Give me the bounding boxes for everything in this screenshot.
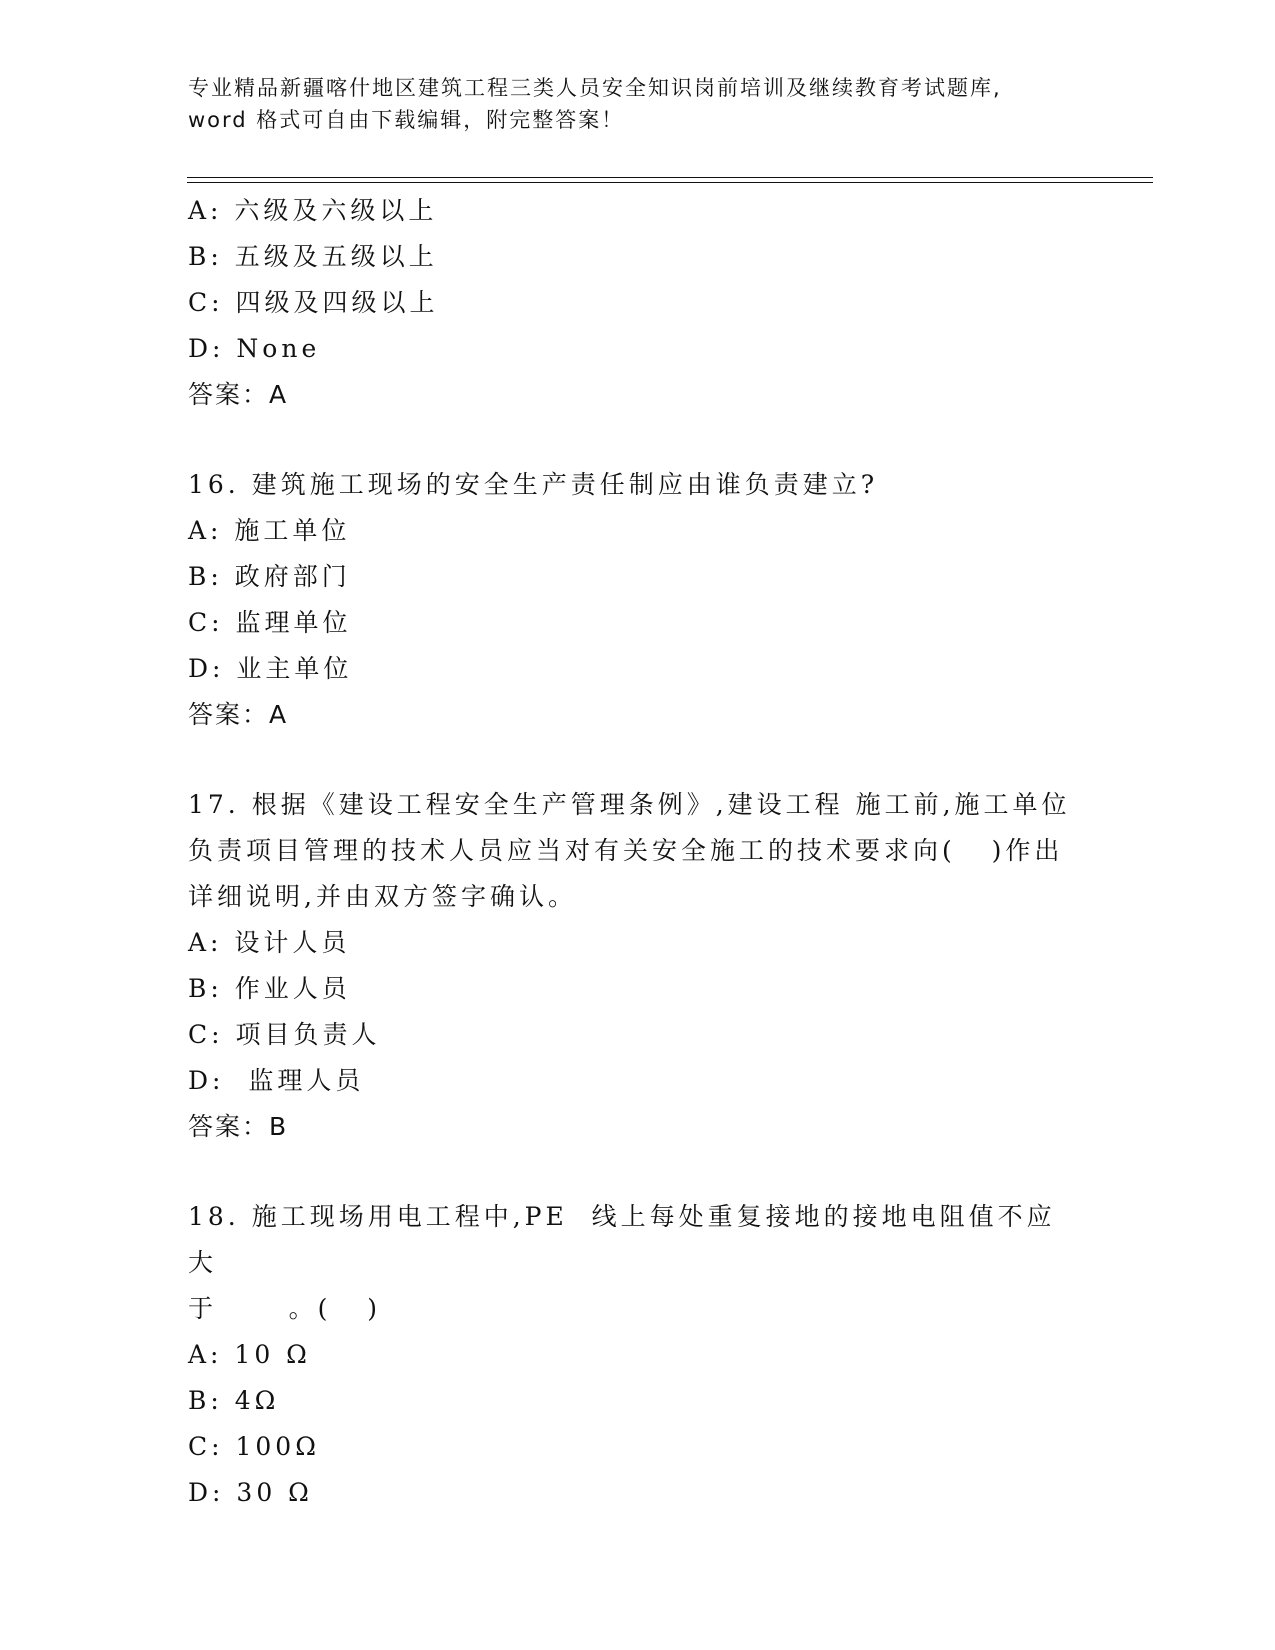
option-b: B: 政府部门	[188, 562, 351, 591]
option-c: C: 100Ω	[188, 1432, 320, 1461]
question-stem-line-3: 详细说明,并由双方签字确认。	[188, 882, 577, 911]
question-stem-line-1: 17. 根据《建设工程安全生产管理条例》,建设工程 施工前,施工单位	[188, 790, 1071, 819]
answer-line: 答案：A	[188, 700, 289, 729]
header-divider-top	[187, 177, 1153, 178]
header-divider-bottom	[187, 182, 1153, 183]
option-b: B: 4Ω	[188, 1386, 280, 1415]
question-15-continued	[188, 188, 1078, 418]
option-a: A: 设计人员	[188, 928, 351, 957]
question-16	[188, 462, 1078, 738]
header-title-line-1: 专业精品新疆喀什地区建筑工程三类人员安全知识岗前培训及继续教育考试题库,	[188, 76, 1002, 100]
question-stem-line-1: 18. 施工现场用电工程中,PE 线上每处重复接地的接地电阻值不应大	[188, 1202, 1056, 1277]
question-stem-line-2: 负责项目管理的技术人员应当对有关安全施工的技术要求向( )作出	[188, 836, 1064, 865]
answer-line: 答案：A	[188, 380, 289, 409]
question-stem: 16. 建筑施工现场的安全生产责任制应由谁负责建立?	[188, 470, 879, 499]
option-d: D: 30 Ω	[188, 1478, 313, 1507]
option-b: B: 五级及五级以上	[188, 242, 438, 271]
document-header	[188, 72, 1088, 136]
header-title-line-2: word 格式可自由下载编辑，附完整答案！	[188, 108, 625, 132]
question-17	[188, 782, 1078, 1150]
option-a: A: 六级及六级以上	[188, 196, 438, 225]
answer-line: 答案：B	[188, 1112, 289, 1141]
option-a: A: 施工单位	[188, 516, 351, 545]
option-d: D: 监理人员	[188, 1066, 365, 1095]
question-list	[188, 188, 1078, 1516]
option-b: B: 作业人员	[188, 974, 351, 1003]
question-stem-line-2: 于 。( )	[188, 1294, 382, 1323]
option-d: D: 业主单位	[188, 654, 353, 683]
option-c: C: 监理单位	[188, 608, 352, 637]
option-a: A: 10 Ω	[188, 1340, 311, 1369]
option-d: D: None	[188, 334, 321, 363]
question-18	[188, 1194, 1078, 1516]
option-c: C: 四级及四级以上	[188, 288, 439, 317]
option-c: C: 项目负责人	[188, 1020, 381, 1049]
